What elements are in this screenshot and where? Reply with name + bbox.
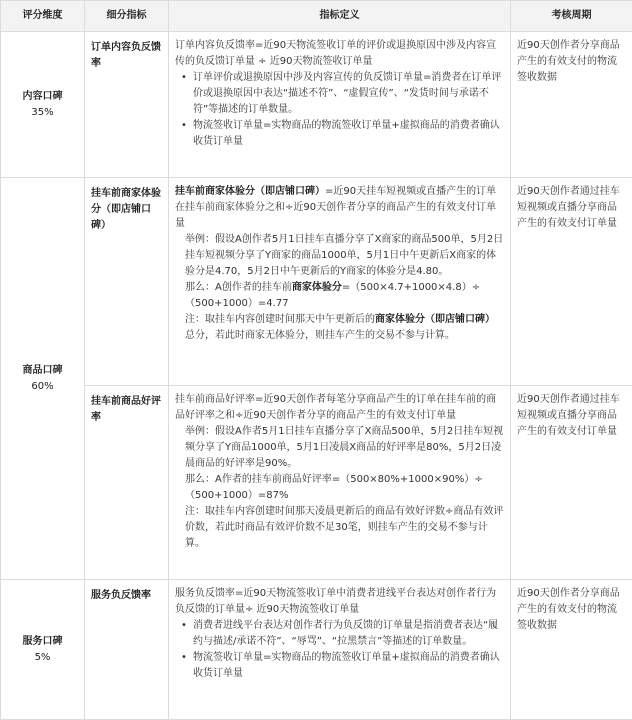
definition-cell <box>169 580 511 720</box>
example-result-formula: =（500×4.7+1000×4.8）÷（500+1000）=4.77 <box>185 282 481 309</box>
sub-indicator: 挂车前商品好评率 <box>85 386 169 580</box>
header-dimension: 评分维度 <box>1 1 85 32</box>
list-item: • 消费者进线平台表达对创作者行为负反馈的订单量是指消费者表达“履约与描述/承诺不符”、“辱骂”、“拉黑禁言”等描述的订单数量。 <box>193 618 504 650</box>
example-result-bold: 商家体验分 <box>291 282 342 293</box>
definition-list <box>175 618 504 682</box>
dimension-weight: 35% <box>31 106 54 118</box>
dimension-name: 服务口碑 <box>22 635 63 647</box>
header-sub-indicator: 细分指标 <box>85 1 169 32</box>
definition-formula: =近90天挂车短视频或直播产生的订单在挂车前商家体验分之和÷近90天创作者分享的商品产生的有效支付订单量 <box>175 186 497 229</box>
dimension-cell <box>1 32 85 178</box>
definition-list <box>175 70 504 150</box>
note-prefix: 注：取挂车内容创建时间那天中午更新后的 <box>185 314 375 325</box>
example-result <box>175 280 504 312</box>
table-row <box>1 32 632 178</box>
header-cycle: 考核周期 <box>511 1 632 32</box>
dimension-cell <box>1 178 85 580</box>
definition-cell <box>169 178 511 386</box>
list-item: • 物流签收订单量=实物商品的物流签收订单量+虚拟商品的消费者确认收货订单量 <box>193 650 504 682</box>
sub-indicator: 挂车前商家体验分（即店铺口碑） <box>85 178 169 386</box>
note-text <box>175 312 504 344</box>
definition-cell <box>169 32 511 178</box>
cycle-cell: 近90天创作者分享商品产生的有效支付的物流签收数据 <box>511 580 632 720</box>
cycle-cell: 近90天创作者通过挂车短视频或直播分享商品产生的有效支付订单量 <box>511 386 632 580</box>
example-text: 举例：假设A创作者5月1日挂车直播分享了X商家的商品500单，5月2日挂车短视频分享了Y商家的商品1000单，5月1日中午更新后X商家的体验分是4.70，5月2日中午更新后的Y商家的体验分是4.80。 <box>185 234 504 277</box>
sub-indicator: 订单内容负反馈率 <box>85 32 169 178</box>
definition-title: 挂车前商家体验分（即店铺口碑） <box>175 186 325 197</box>
dimension-weight: 60% <box>31 380 54 392</box>
definition-text: 服务负反馈率=近90天物流签收订单中消费者进线平台表达对创作者行为负反馈的订单量÷ 近90天物流签收订单量 <box>175 588 497 615</box>
dimension-cell <box>1 580 85 720</box>
cycle-cell: 近90天创作者分享商品产生的有效支付的物流签收数据 <box>511 32 632 178</box>
note-suffix: 总分，若此时商家无体验分，则挂车产生的交易不参与计算。 <box>185 330 455 341</box>
header-definition: 指标定义 <box>169 1 511 32</box>
list-item: • 订单评价或退换原因中涉及内容宣传的负反馈订单量=消费者在订单评价或退换原因中表达“描述不符”、“虚假宣传”、“发货时间与承诺不符”等描述的订单数量。 <box>193 70 504 118</box>
table-row <box>1 386 632 580</box>
example-result: 那么：A作者的挂车前商品好评率=（500×80%+1000×90%）÷（500+1000）=87% <box>185 474 483 501</box>
example-result-prefix: 那么：A创作者的挂车前 <box>185 282 292 293</box>
definition-text: 订单内容负反馈率=近90天物流签收订单的评价或退换原因中涉及内容宣传的负反馈订单量 ÷ 近90天物流签收订单量 <box>175 40 497 67</box>
header-row <box>1 1 632 32</box>
dimension-weight: 5% <box>34 651 51 663</box>
note-bold: 商家体验分（即店铺口碑） <box>375 314 495 325</box>
dimension-name: 商品口碑 <box>22 364 63 376</box>
dimension-name: 内容口碑 <box>22 90 63 102</box>
note-text: 注：取挂车内容创建时间那天凌晨更新后的商品有效好评数÷商品有效评价数，若此时商品有效评价数不足30笔，则挂车产生的交易不参与计算。 <box>185 506 504 549</box>
table-row <box>1 580 632 720</box>
table-row <box>1 178 632 386</box>
example-text: 举例：假设A作者5月1日挂车直播分享了X商品500单，5月2日挂车短视频分享了Y商品1000单，5月1日凌晨X商品的好评率是80%，5月2日凌晨商品的好评率是90%。 <box>185 426 504 469</box>
definition-text <box>175 184 504 232</box>
list-item: • 物流签收订单量=实物商品的物流签收订单量+虚拟商品的消费者确认收货订单量 <box>193 118 504 150</box>
cycle-cell: 近90天创作者通过挂车短视频或直播分享商品产生的有效支付订单量 <box>511 178 632 386</box>
sub-indicator: 服务负反馈率 <box>85 580 169 720</box>
definition-cell <box>169 386 511 580</box>
definition-text: 挂车前商品好评率=近90天创作者每笔分享商品产生的订单在挂车前的商品好评率之和÷近90天创作者分享的商品产生的有效支付订单量 <box>175 394 497 421</box>
